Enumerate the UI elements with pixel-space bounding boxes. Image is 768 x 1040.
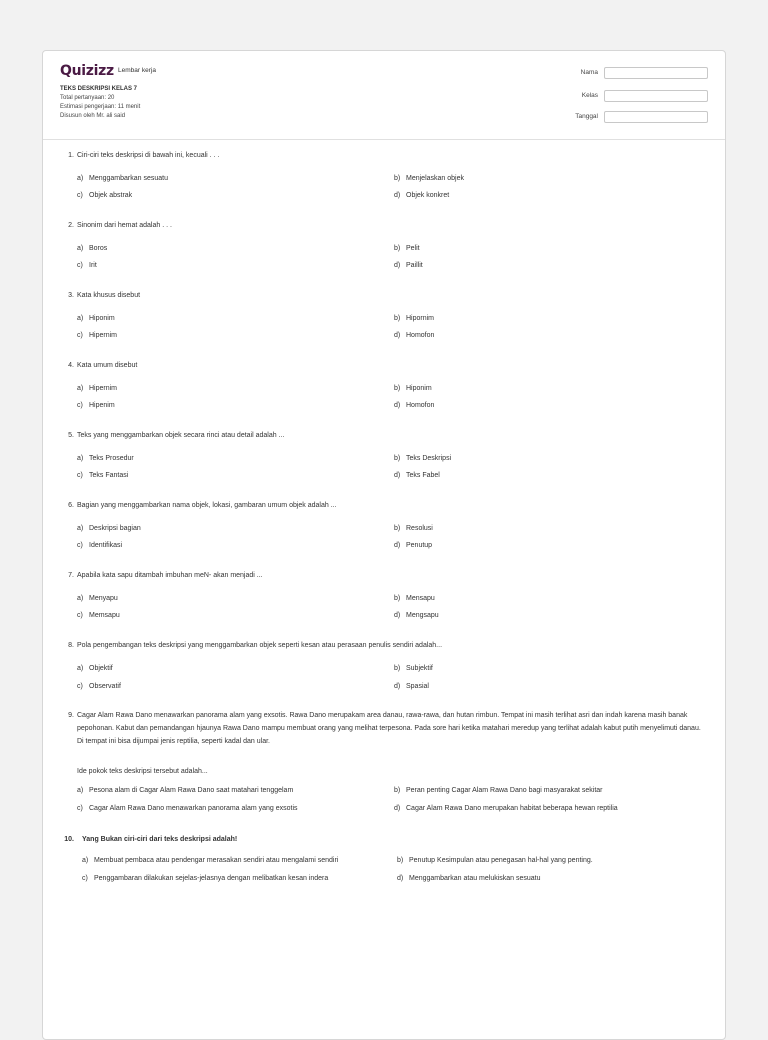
option-text: Hipornim	[406, 315, 435, 322]
option-letter: a)	[77, 175, 84, 182]
header-divider	[43, 139, 725, 140]
option-text: Hiponim	[406, 385, 432, 392]
answer-option-b[interactable]	[394, 315, 434, 322]
question-text: Pola pengembangan teks deskripsi yang menggambarkan objek seperti kesan atau perasaan penulis sendiri adalah...	[77, 642, 443, 649]
worksheet-meta	[60, 85, 140, 121]
answer-option-a[interactable]	[77, 315, 115, 322]
answer-option-a[interactable]	[77, 665, 113, 672]
answer-option-b[interactable]	[394, 455, 451, 462]
option-letter: a)	[77, 455, 84, 462]
answer-option-d[interactable]	[397, 875, 541, 882]
question-text: Apabila kata sapu ditambah imbuhan meN- akan menjadi ...	[77, 572, 263, 579]
option-text: Peran penting Cagar Alam Rawa Dano bagi masyarakat sekitar	[406, 787, 603, 794]
answer-option-d[interactable]	[394, 683, 429, 690]
option-letter: c)	[77, 542, 83, 549]
option-letter: b)	[394, 787, 401, 794]
answer-option-b[interactable]	[394, 665, 433, 672]
answer-option-c[interactable]	[77, 472, 128, 479]
option-letter: b)	[394, 315, 401, 322]
question-text: Ciri-ciri teks deskripsi di bawah ini, kecuali . . .	[77, 152, 220, 159]
option-text: Objek abstrak	[89, 192, 133, 199]
option-letter: b)	[397, 857, 404, 864]
option-letter: c)	[77, 402, 83, 409]
option-letter: b)	[394, 385, 401, 392]
question-number: 6.	[68, 502, 74, 509]
answer-option-c[interactable]	[77, 612, 120, 619]
option-letter: c)	[77, 472, 83, 479]
option-text: Cagar Alam Rawa Dano menawarkan panorama alam yang exsotis	[89, 805, 298, 812]
option-text: Mengsapu	[406, 612, 439, 619]
question-subtext: Ide pokok teks deskripsi tersebut adalah...	[77, 768, 208, 775]
option-text: Spasial	[406, 683, 429, 690]
question-number: 9.	[68, 712, 74, 719]
answer-option-a[interactable]	[77, 455, 134, 462]
option-text: Irit	[89, 262, 97, 269]
answer-option-d[interactable]	[394, 805, 618, 812]
answer-option-d[interactable]	[394, 332, 434, 339]
option-text: Objektif	[89, 665, 113, 672]
question-text: Sinonim dari hemat adalah . . .	[77, 222, 172, 229]
option-text: Penutup Kesimpulan atau penegasan hal-hal yang penting.	[409, 857, 593, 864]
option-letter: d)	[394, 542, 401, 549]
option-letter: a)	[77, 665, 84, 672]
option-letter: c)	[77, 262, 83, 269]
date-label: Tanggal	[575, 113, 598, 120]
answer-option-d[interactable]	[394, 612, 439, 619]
answer-option-c[interactable]	[77, 332, 117, 339]
option-letter: d)	[394, 332, 401, 339]
answer-option-a[interactable]	[77, 595, 118, 602]
question-number: 1.	[68, 152, 74, 159]
answer-option-a[interactable]	[77, 385, 117, 392]
option-text: Teks Deskripsi	[406, 455, 452, 462]
option-letter: d)	[394, 805, 401, 812]
option-text: Mensapu	[406, 595, 435, 602]
option-letter: c)	[77, 192, 83, 199]
option-text: Penggambaran dilakukan sejelas-jelasnya dengan melibatkan kesan indera	[94, 875, 329, 882]
option-text: Hipernim	[89, 385, 118, 392]
option-letter: c)	[77, 805, 83, 812]
option-letter: b)	[394, 175, 401, 182]
option-text: Memsapu	[89, 612, 120, 619]
answer-option-c[interactable]	[77, 542, 122, 549]
answer-option-c[interactable]	[77, 402, 115, 409]
option-letter: a)	[77, 245, 84, 252]
answer-option-a[interactable]	[82, 857, 338, 864]
option-letter: b)	[394, 665, 401, 672]
option-letter: d)	[394, 402, 401, 409]
question-number: 2.	[68, 222, 74, 229]
answer-option-c[interactable]	[77, 683, 121, 690]
answer-option-b[interactable]	[394, 595, 435, 602]
option-letter: c)	[77, 332, 83, 339]
option-text: Homofon	[406, 332, 435, 339]
option-letter: d)	[394, 472, 401, 479]
question-text: Yang Bukan ciri-ciri dari teks deskripsi adalah!	[82, 836, 238, 843]
option-letter: d)	[394, 262, 401, 269]
option-text: Hipernim	[89, 332, 118, 339]
answer-option-b[interactable]	[394, 245, 420, 252]
option-text: Hiponim	[89, 315, 115, 322]
worksheet-page	[42, 50, 726, 1040]
option-text: Paillit	[406, 262, 423, 269]
option-letter: a)	[77, 787, 84, 794]
answer-option-a[interactable]	[77, 525, 141, 532]
question-number: 4.	[68, 362, 74, 369]
option-text: Hipenim	[89, 402, 115, 409]
quizizz-logo: Quizizz	[60, 63, 114, 79]
option-text: Boros	[89, 245, 108, 252]
class-field[interactable]	[604, 90, 708, 102]
name-field[interactable]	[604, 67, 708, 79]
answer-option-d[interactable]	[394, 262, 423, 269]
option-text: Menggambarkan sesuatu	[89, 175, 168, 182]
option-text: Membuat pembaca atau pendengar merasakan sendiri atau mengalami sendiri	[94, 857, 339, 864]
worksheet-title: TEKS DESKRIPSI KELAS 7	[60, 86, 138, 92]
option-text: Menggambarkan atau melukiskan sesuatu	[409, 875, 541, 882]
option-text: Penutup	[406, 542, 433, 549]
answer-option-a[interactable]	[77, 787, 293, 794]
option-letter: b)	[394, 455, 401, 462]
option-letter: c)	[82, 875, 88, 882]
option-text: Cagar Alam Rawa Dano merupakan habitat beberapa hewan reptilia	[406, 805, 618, 812]
answer-option-d[interactable]	[394, 192, 449, 199]
option-text: Resolusi	[406, 525, 433, 532]
total-questions: Total pertanyaan: 20	[60, 95, 115, 101]
answer-option-d[interactable]	[394, 402, 434, 409]
option-letter: a)	[77, 525, 84, 532]
option-text: Subjektif	[406, 665, 433, 672]
option-text: Identifikasi	[89, 542, 123, 549]
author: Disusun oleh Mr. ali said	[60, 113, 126, 119]
option-text: Teks Fantasi	[89, 472, 129, 479]
answer-option-c[interactable]	[77, 805, 298, 812]
question-number: 8.	[68, 642, 74, 649]
worksheet-label: Lembar kerja	[118, 67, 156, 74]
answer-option-a[interactable]	[77, 175, 168, 182]
option-letter: a)	[77, 385, 84, 392]
option-letter: d)	[394, 612, 401, 619]
answer-option-a[interactable]	[77, 245, 107, 252]
option-text: Menjelaskan objek	[406, 175, 464, 182]
answer-option-b[interactable]	[394, 385, 432, 392]
option-letter: b)	[394, 525, 401, 532]
option-text: Teks Prosedur	[89, 455, 134, 462]
option-letter: a)	[77, 595, 84, 602]
option-text: Objek konkret	[406, 192, 450, 199]
option-text: Pelit	[406, 245, 420, 252]
answer-option-d[interactable]	[394, 542, 432, 549]
class-label: Kelas	[581, 92, 598, 99]
answer-option-c[interactable]	[82, 875, 328, 882]
date-field[interactable]	[604, 111, 708, 123]
answer-option-c[interactable]	[77, 192, 132, 199]
option-text: Deskripsi bagian	[89, 525, 141, 532]
answer-option-b[interactable]	[397, 857, 593, 864]
option-letter: a)	[77, 315, 84, 322]
option-letter: d)	[397, 875, 404, 882]
option-text: Pesona alam di Cagar Alam Rawa Dano saat matahari tenggelam	[89, 787, 294, 794]
answer-option-b[interactable]	[394, 787, 603, 794]
answer-option-b[interactable]	[394, 175, 464, 182]
option-text: Observatif	[89, 683, 121, 690]
answer-option-d[interactable]	[394, 472, 440, 479]
option-letter: b)	[394, 245, 401, 252]
answer-option-c[interactable]	[77, 262, 97, 269]
option-letter: c)	[77, 612, 83, 619]
question-text: Kata umum disebut	[77, 362, 138, 369]
option-text: Menyapu	[89, 595, 118, 602]
answer-option-b[interactable]	[394, 525, 433, 532]
time-estimate: Estimasi pengerjaan: 11 menit	[60, 104, 141, 110]
option-letter: d)	[394, 192, 401, 199]
question-number: 7.	[68, 572, 74, 579]
option-text: Homofon	[406, 402, 435, 409]
question-text: Cagar Alam Rawa Dano menawarkan panorama alam yang exsotis. Rawa Dano merupakam area danau, rawa-rawa, dan hutan rimbun. Tempat ini masih terlihat asri dan indah karena masih banak pepohonan. Kabut dan pemandangan hjaunya Rawa Dano mampu membuat orang yang melihat terpesona. Pada sore hari ketika matahari meredup yang terlihat adalah kabut putih menyelimuti danau. Di tempat ini bisa dijumpai jenis reptilia, seperti kadal dan ular.	[77, 712, 701, 745]
question-number: 3.	[68, 292, 74, 299]
question-text: Teks yang menggambarkan objek secara rinci atau detail adalah ...	[77, 432, 285, 439]
question-text: Bagian yang menggambarkan nama objek, lokasi, gambaran umum objek adalah ...	[77, 502, 337, 509]
question-number: 5.	[68, 432, 74, 439]
option-letter: c)	[77, 683, 83, 690]
option-text: Teks Fabel	[406, 472, 440, 479]
name-label: Nama	[580, 69, 598, 76]
option-letter: d)	[394, 683, 401, 690]
question-number: 10.	[64, 836, 74, 843]
question-text: Kata khusus disebut	[77, 292, 141, 299]
option-letter: b)	[394, 595, 401, 602]
option-letter: a)	[82, 857, 89, 864]
